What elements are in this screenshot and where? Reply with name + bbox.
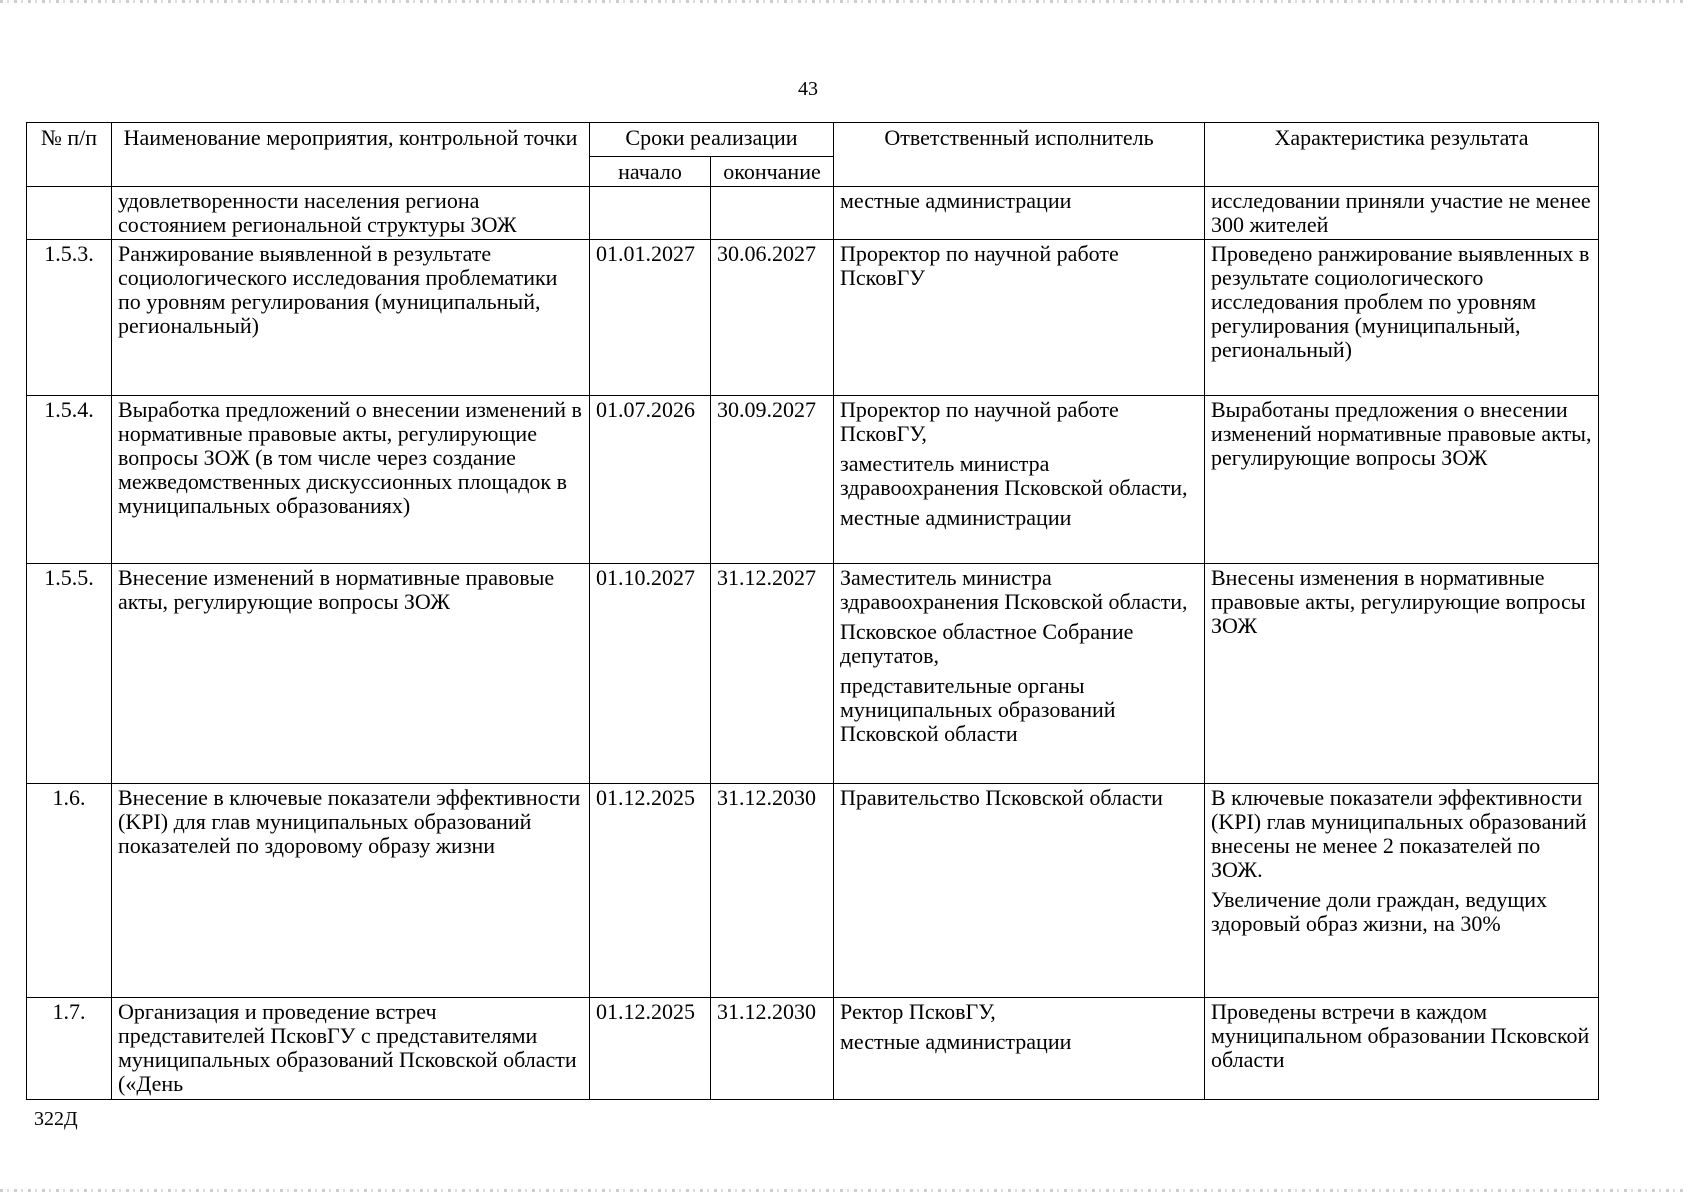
row-result — [1205, 187, 1599, 240]
result-line: Внесены изменения в нормативные правовые акты, регулирующие вопросы ЗОЖ — [1211, 565, 1586, 638]
table-row — [27, 784, 1599, 998]
executor-line: Правительство Псковской области — [840, 785, 1163, 810]
row-end: 31.12.2027 — [711, 564, 834, 784]
row-result — [1205, 998, 1599, 1100]
row-end: 30.09.2027 — [711, 396, 834, 564]
table-row — [27, 396, 1599, 564]
executor-line: местные администрации — [840, 505, 1072, 530]
executor-line: Проректор по научной работе ПсковГУ, — [840, 397, 1119, 446]
row-name: Внесение изменений в нормативные правовые акты, регулирующие вопросы ЗОЖ — [112, 564, 590, 784]
row-name: удовлетворенности населения региона состоянием региональной структуры ЗОЖ — [112, 187, 590, 240]
table-row — [27, 564, 1599, 784]
row-executor — [834, 564, 1205, 784]
scan-edge-top — [0, 0, 1686, 3]
row-executor — [834, 784, 1205, 998]
header-executor: Ответственный исполнитель — [834, 123, 1205, 187]
header-dates: Сроки реализации — [590, 123, 834, 157]
executor-line: Псковское областное Собрание депутатов, — [840, 619, 1134, 668]
row-executor — [834, 998, 1205, 1100]
executor-line: Ректор ПсковГУ, — [840, 999, 996, 1024]
row-num: 1.5.3. — [27, 240, 112, 396]
executor-line: местные администрации — [840, 188, 1072, 213]
executor-line: Проректор по научной работе ПсковГУ — [840, 241, 1119, 290]
header-end: окончание — [711, 157, 834, 187]
row-start: 01.12.2025 — [590, 998, 711, 1100]
table-row — [27, 187, 1599, 240]
header-start: начало — [590, 157, 711, 187]
row-start: 01.12.2025 — [590, 784, 711, 998]
row-start: 01.07.2026 — [590, 396, 711, 564]
row-start: 01.01.2027 — [590, 240, 711, 396]
row-result — [1205, 564, 1599, 784]
row-num: 1.5.4. — [27, 396, 112, 564]
row-result — [1205, 784, 1599, 998]
result-line: Увеличение доли граждан, ведущих здоровый образ жизни, на 30% — [1211, 887, 1548, 936]
header-result: Характеристика результата — [1205, 123, 1599, 187]
result-line: Выработаны предложения о внесении изменений нормативные правовые акты, регулирующие вопросы ЗОЖ — [1211, 397, 1592, 470]
row-executor — [834, 396, 1205, 564]
result-line: Проведено ранжирование выявленных в результате социологического исследования проблем по уровням регулирования (муниципальный, региональный) — [1211, 241, 1590, 362]
action-plan-table — [26, 122, 1599, 1100]
row-name: Внесение в ключевые показатели эффективности (KPI) для глав муниципальных образований показателей по здоровому образу жизни — [112, 784, 590, 998]
row-result — [1205, 240, 1599, 396]
row-end: 30.06.2027 — [711, 240, 834, 396]
row-num: 1.6. — [27, 784, 112, 998]
row-start: 01.10.2027 — [590, 564, 711, 784]
header-num: № п/п — [27, 123, 112, 187]
row-end: 31.12.2030 — [711, 998, 834, 1100]
row-executor — [834, 187, 1205, 240]
table-row — [27, 240, 1599, 396]
row-num: 1.7. — [27, 998, 112, 1100]
page-number: 43 — [798, 78, 818, 100]
row-name: Организация и проведение встреч представителей ПсковГУ с представителями муниципальных образований Псковской области («День — [112, 998, 590, 1100]
row-start — [590, 187, 711, 240]
row-name: Ранжирование выявленной в результате социологического исследования проблематики по уровням регулирования (муниципальный, региональный) — [112, 240, 590, 396]
row-name: Выработка предложений о внесении изменений в нормативные правовые акты, регулирующие вопросы ЗОЖ (в том числе через создание межведомственных дискуссионных площадок в муниципальных образованиях) — [112, 396, 590, 564]
executor-line: заместитель министра здравоохранения Псковской области, — [840, 451, 1188, 500]
table-row — [27, 998, 1599, 1100]
row-num — [27, 187, 112, 240]
row-end: 31.12.2030 — [711, 784, 834, 998]
document-code: 322Д — [34, 1108, 78, 1130]
row-result — [1205, 396, 1599, 564]
result-line: исследовании приняли участие не менее 300 жителей — [1211, 188, 1591, 237]
row-end — [711, 187, 834, 240]
executor-line: представительные органы муниципальных образований Псковской области — [840, 673, 1116, 746]
header-name: Наименование мероприятия, контрольной точки — [112, 123, 590, 187]
row-executor — [834, 240, 1205, 396]
executor-line: Заместитель министра здравоохранения Псковской области, — [840, 565, 1188, 614]
scan-edge-bottom — [0, 1189, 1686, 1192]
result-line: Проведены встречи в каждом муниципальном образовании Псковской области — [1211, 999, 1590, 1072]
result-line: В ключевые показатели эффективности (KPI) глав муниципальных образований внесены не менее 2 показателей по ЗОЖ. — [1211, 785, 1587, 882]
executor-line: местные администрации — [840, 1029, 1072, 1054]
row-num: 1.5.5. — [27, 564, 112, 784]
